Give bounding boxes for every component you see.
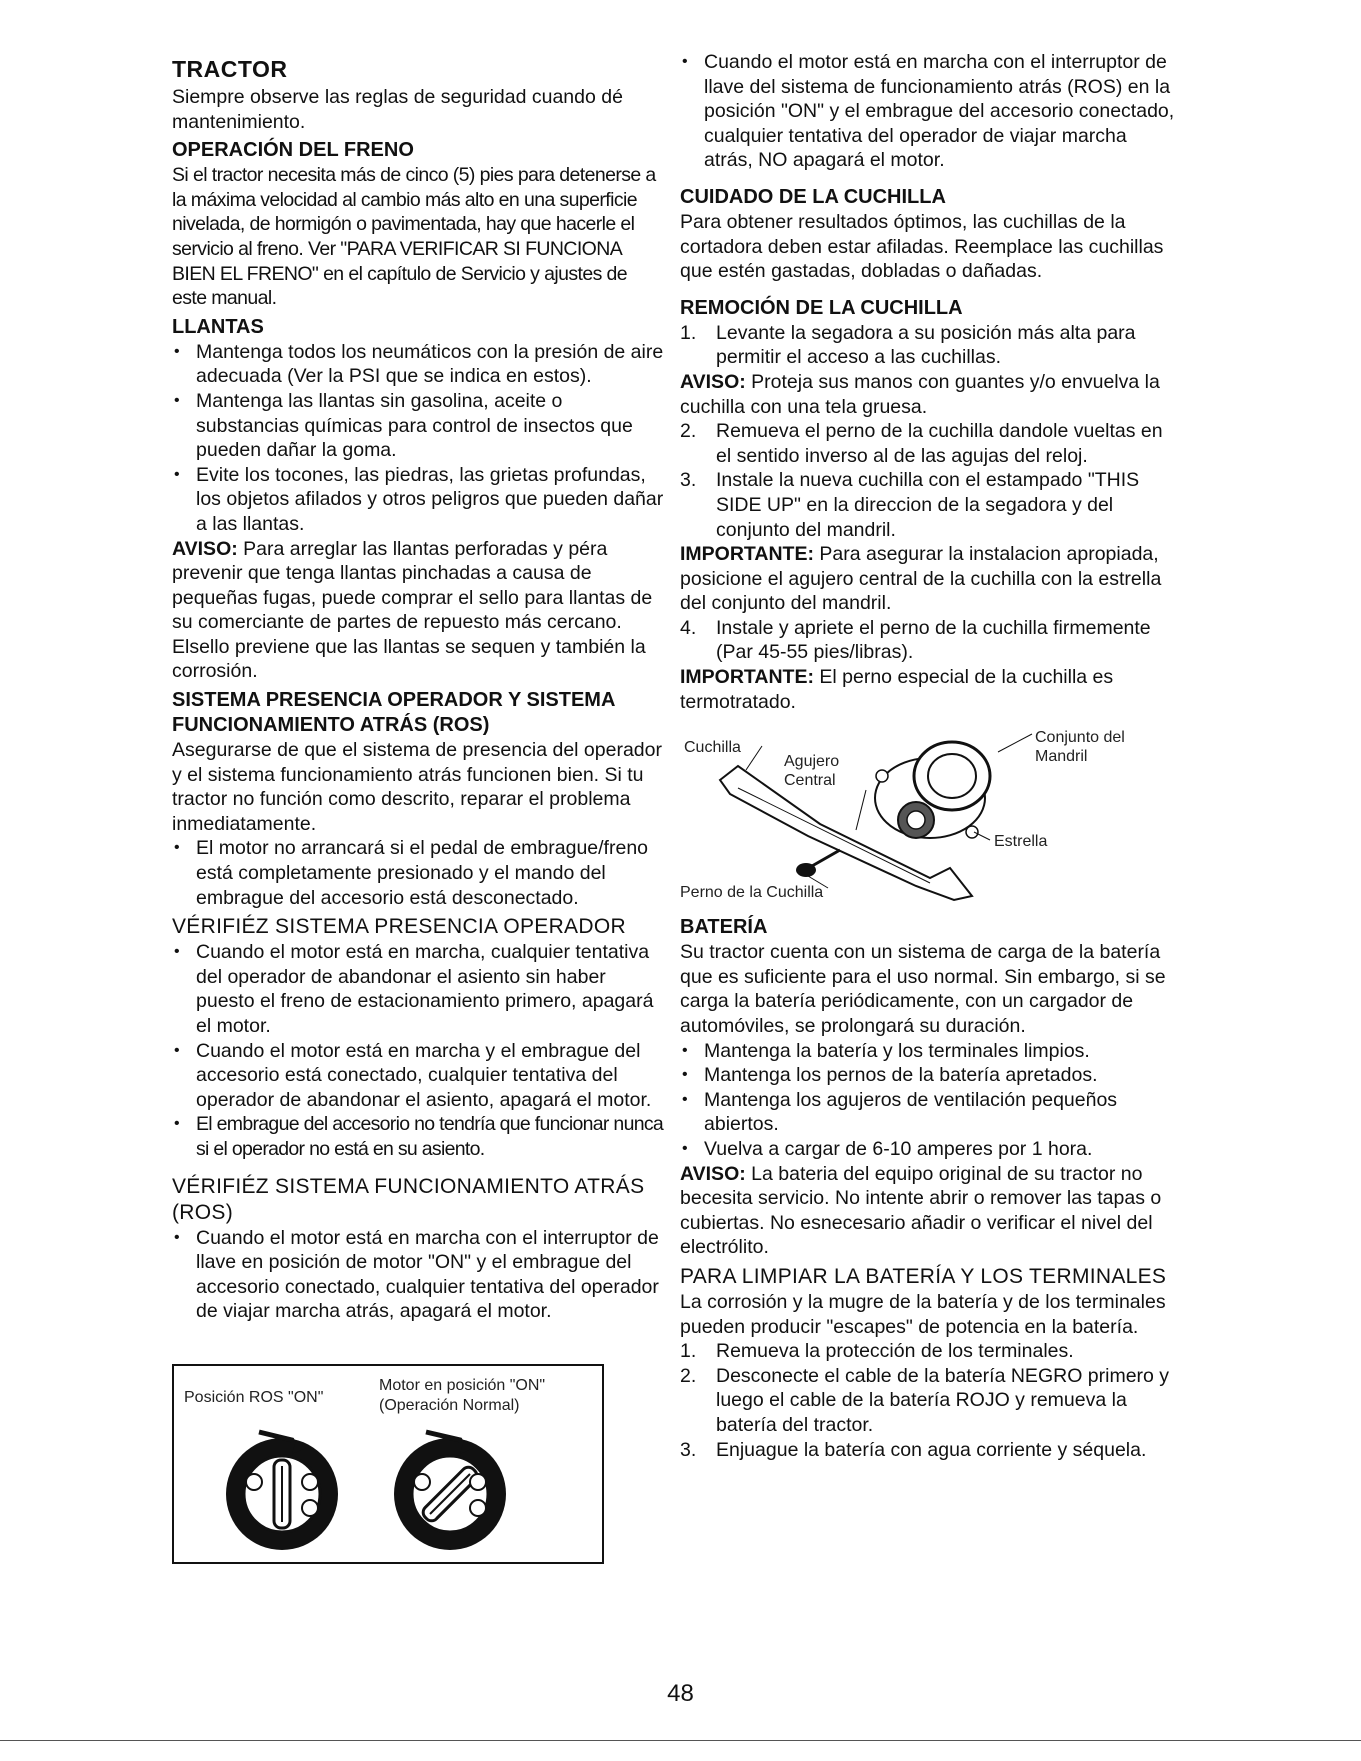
- blade-steps-b: [680, 419, 1180, 542]
- ros-heading: SISTEMA PRESENCIA OPERADOR Y SISTEMA FUNCIONAMIENTO ATRÁS (ROS): [172, 689, 615, 737]
- list-item: [680, 616, 1180, 665]
- brake-heading: OPERACIÓN DEL FRENO: [172, 139, 414, 162]
- list-item: [680, 419, 1180, 468]
- step-number: 3.: [680, 1438, 697, 1461]
- normal-operation-label: (Operación Normal): [379, 1396, 520, 1414]
- ros-on-label: Posición ROS "ON": [184, 1388, 324, 1406]
- star-label: Estrella: [994, 833, 1048, 851]
- step-text: Enjuague la batería con agua corriente y séquela.: [716, 1438, 1147, 1461]
- blade-care-heading: CUIDADO DE LA CUCHILLA: [680, 185, 946, 208]
- important-label: IMPORTANTE:: [680, 666, 814, 689]
- list-item: [680, 1339, 1180, 1364]
- brake-text: Si el tractor necesita más de cinco (5) pies para detenerse a la máxima velocidad al cambio más alto en una superficie nivelada, de hormigón o pavimentada, hay que hacerle el servicio al freno. Ver "PARA VERIFICAR SI FUNCIONA BIEN EL FRENO" en el capítulo de Servicio y ajustes de este manual.: [172, 164, 656, 310]
- step-text: Remueva la protección de los terminales.: [716, 1340, 1074, 1363]
- list-item: • Evite los tocones, las piedras, las grietas profundas, los objetos afilados y otros peligros que pueden dañar a las llantas.: [172, 463, 666, 537]
- blade-bolt-label: Perno de la Cuchilla: [680, 884, 824, 902]
- clean-battery-text: La corrosión y la mugre de la batería y de los terminales pueden producir "escapes" de potencia en la batería.: [680, 1290, 1166, 1338]
- battery-heading: BATERÍA: [680, 916, 768, 939]
- list-item: • Vuelva a cargar de 6-10 amperes por 1 hora.: [680, 1137, 1180, 1162]
- bottom-divider: [0, 1740, 1361, 1741]
- clean-battery-steps: [680, 1339, 1180, 1462]
- list-item: • Mantenga todos los neumáticos con la presión de aire adecuada (Ver la PSI que se indica en estos).: [172, 340, 666, 389]
- list-item: [680, 1364, 1180, 1438]
- notice-label: AVISO:: [172, 537, 238, 560]
- blade-notice: [680, 370, 1180, 419]
- blade-care-text: Para obtener resultados óptimos, las cuchillas de la cortadora deben estar afiladas. Reemplace las cuchillas que estén gastadas, dobladas o dañadas.: [680, 210, 1164, 283]
- notice-label: AVISO:: [680, 1162, 746, 1185]
- list-item: • Mantenga las llantas sin gasolina, aceite o substancias químicas para control de insectos que pueden dañar la goma.: [172, 389, 666, 463]
- list-item: [680, 321, 1180, 370]
- list-item: • Mantenga la batería y los terminales limpios.: [680, 1039, 1180, 1064]
- step-text: Instale la nueva cuchilla con el estampado "THIS SIDE UP" en la direccion de la segadora y del conjunto del mandril.: [716, 469, 1140, 541]
- step-number: 1.: [680, 1340, 697, 1363]
- tires-list: [172, 340, 666, 537]
- ros-list: [172, 836, 666, 910]
- key-switch-ros-icon: [226, 1432, 338, 1550]
- list-item: • El motor no arrancará si el pedal de embrague/freno está completamente presionado y el mando del embrague del accesorio está desconectado.: [172, 836, 666, 910]
- step-number: 2.: [680, 420, 697, 443]
- mandrel-label-1: Conjunto del: [1035, 729, 1125, 747]
- battery-notice: [680, 1162, 1180, 1260]
- ros-intro: Asegurarse de que el sistema de presencia del operador y el sistema funcionamiento atrás funcionen bien. Si tu tractor no función como descrito, reparar el problema inmediatamente.: [172, 739, 662, 835]
- ignition-switch-icons: [174, 1366, 602, 1562]
- tractor-intro: Siempre observe las reglas de seguridad cuando dé mantenimiento.: [172, 86, 623, 133]
- blade-removal-heading: REMOCIÓN DE LA CUCHILLA: [680, 296, 963, 319]
- list-item: • Cuando el motor está en marcha con el interruptor de llave en posición de motor "ON" y el embrague del accesorio conectado, cualquier tentativa del operador de viajar marcha atrás, apagará el motor.: [172, 1226, 666, 1324]
- tractor-heading: TRACTOR: [172, 56, 288, 82]
- important-note-1: [680, 542, 1180, 616]
- page-number: 48: [667, 1680, 694, 1707]
- clean-battery-heading: PARA LIMPIAR LA BATERÍA Y LOS TERMINALES: [680, 1264, 1167, 1288]
- notice-text: La bateria del equipo original de su tractor no becesita servicio. No intente abrir o remover las tapas o cubiertas. No esnecesario añadir o verificar el nivel del electrólito.: [680, 1162, 1162, 1259]
- ignition-figure: [172, 1364, 604, 1564]
- important-note-2: [680, 665, 1180, 714]
- center-hole-label-2: Central: [784, 772, 836, 790]
- list-item: [680, 468, 1180, 542]
- notice-text: Proteja sus manos con guantes y/o envuelva la cuchilla con una tela gruesa.: [680, 370, 1160, 418]
- list-item: • Cuando el motor está en marcha, cualquier tentativa del operador de abandonar el asiento sin haber puesto el freno de estacionamiento primero, apagará el motor.: [172, 940, 666, 1038]
- step-text: Desconecte el cable de la batería NEGRO primero y luego el cable de la batería ROJO y remueva la batería del tractor.: [716, 1364, 1170, 1436]
- list-item: • Mantenga los pernos de la batería apretados.: [680, 1063, 1180, 1088]
- verify-ros-list: [172, 1226, 666, 1324]
- blade-steps-a: [680, 321, 1180, 370]
- verify-operator-heading: VÉRIFIÉZ SISTEMA PRESENCIA OPERADOR: [172, 915, 626, 939]
- left-column: [172, 50, 666, 1564]
- mandrel-label-2: Mandril: [1035, 748, 1088, 766]
- notice-label: AVISO:: [680, 370, 746, 393]
- blade-bolt-icon: [796, 850, 840, 877]
- notice-text: Para arreglar las llantas perforadas y péra prevenir que tenga llantas pinchadas a causa de pequeñas fugas, puede comprar el sello para llantas de su comerciante de partes de repuesto más cercano. Elsello previene que las llantas se sequen y también la corrosión.: [172, 537, 653, 683]
- mandrel-icon: [875, 742, 990, 838]
- right-column: [680, 50, 1180, 1462]
- step-text: Levante la segadora a su posición más alta para permitir el acceso a las cuchillas.: [716, 321, 1136, 369]
- step-text: Instale y apriete el perno de la cuchilla firmemente (Par 45-55 pies/libras).: [716, 616, 1151, 664]
- motor-on-label: Motor en posición "ON": [379, 1376, 546, 1394]
- blade-figure: [680, 728, 1180, 903]
- ros-continued-list: [680, 50, 1180, 173]
- list-item: • Cuando el motor está en marcha con el interruptor de llave del sistema de funcionamiento atrás (ROS) en la posición "ON" y el embrague del accesorio conectado, cualquier tentativa del operador de viajar marcha atrás, NO apagará el motor.: [680, 50, 1180, 173]
- battery-text: Su tractor cuenta con un sistema de carga de la batería que es suficiente para el uso normal. Sin embargo, si se carga la batería periódicamente, con un cargador de automóviles, se prolongará su duración.: [680, 941, 1166, 1038]
- important-label: IMPORTANTE:: [680, 543, 814, 566]
- important-text: El perno especial de la cuchilla es termotratado.: [680, 666, 1114, 713]
- step-number: 4.: [680, 616, 697, 639]
- step-text: Remueva el perno de la cuchilla dandole vueltas en el sentido inverso al de las agujas del reloj.: [716, 420, 1163, 467]
- tires-heading: LLANTAS: [172, 315, 264, 338]
- verify-operator-list: [172, 940, 666, 1161]
- blade-label: Cuchilla: [684, 739, 741, 757]
- blade-mandrel-illustration: [680, 728, 1180, 903]
- step-number: 2.: [680, 1364, 697, 1387]
- list-item: [680, 1438, 1180, 1463]
- important-text: Para asegurar la instalacion apropiada, posicione el agujero central de la cuchilla con la estrella del conjunto del mandril.: [680, 543, 1162, 615]
- step-number: 1.: [680, 321, 697, 344]
- battery-list: [680, 1039, 1180, 1162]
- list-item: • Mantenga los agujeros de ventilación pequeños abiertos.: [680, 1088, 1180, 1137]
- step-number: 3.: [680, 469, 697, 492]
- center-hole-label-1: Agujero: [784, 753, 840, 771]
- list-item: • El embrague del accesorio no tendría que funcionar nunca si el operador no está en su asiento.: [172, 1112, 666, 1161]
- tires-notice: [172, 537, 666, 685]
- blade-steps-c: [680, 616, 1180, 665]
- key-switch-motor-icon: [394, 1432, 506, 1550]
- list-item: • Cuando el motor está en marcha y el embrague del accesorio está conectado, cualquier tentativa del operador de abandonar el asiento, apagará el motor.: [172, 1039, 666, 1113]
- verify-ros-heading: VÉRIFIÉZ SISTEMA FUNCIONAMIENTO ATRÁS (ROS): [172, 1174, 645, 1224]
